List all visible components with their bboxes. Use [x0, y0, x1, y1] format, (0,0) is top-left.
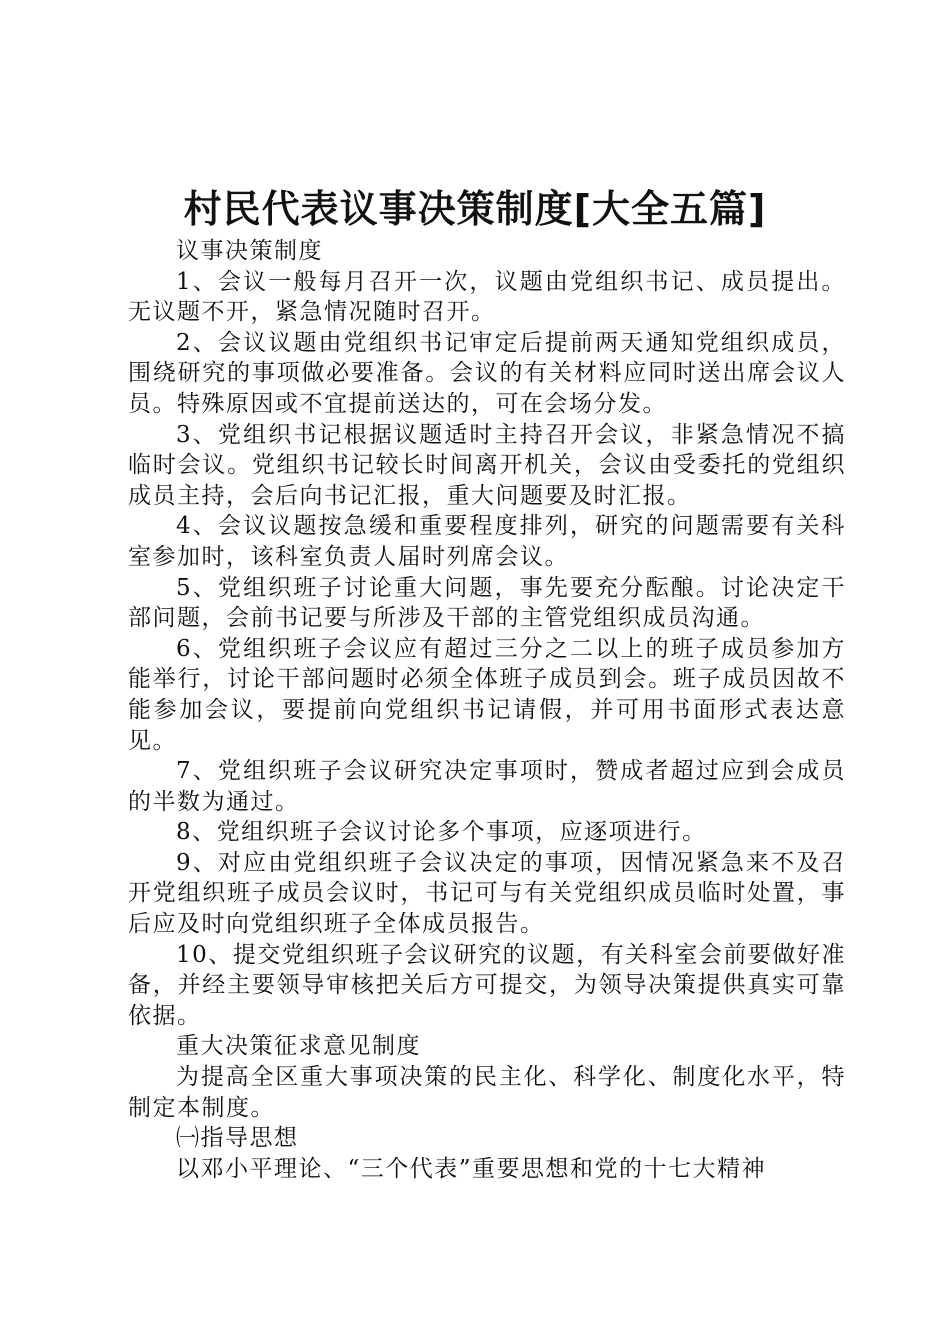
rule-paragraph-10: 10、提交党组织班子会议研究的议题，有关科室会前要做好准备，并经主要领导审核把关后方可提交，为领导决策提供真实可靠依据。 [128, 941, 846, 1029]
rule-paragraph-5: 5、党组织班子讨论重大问题，事先要充分酝酿。讨论决定干部问题，会前书记要与所涉及干部的主管党组织成员沟通。 [128, 574, 846, 632]
rule-paragraph-6: 6、党组织班子会议应有超过三分之二以上的班子成员参加方能举行，讨论干部问题时必须全体班子成员到会。班子成员因故不能参加会议，要提前向党组织书记请假，并可用书面形式表达意见。 [128, 635, 846, 754]
consultation-intro-paragraph: 为提高全区重大事项决策的民主化、科学化、制度化水平，特制定本制度。 [128, 1064, 846, 1121]
rule-paragraph-1: 1、会议一般每月召开一次，议题由党组织书记、成员提出。无议题不开，紧急情况随时召开。 [128, 268, 846, 326]
section-heading-consultation: 重大决策征求意见制度 [176, 1033, 421, 1060]
document-body [128, 236, 846, 1184]
document-title: 村民代表议事决策制度[大全五篇] [183, 187, 767, 231]
guiding-ideology-paragraph: 以邓小平理论、“三个代表”重要思想和党的十七大精神 [176, 1155, 767, 1182]
section-heading-decision-rules: 议事决策制度 [176, 238, 323, 264]
rule-paragraph-8: 8、党组织班子会议讨论多个事项，应逐项进行。 [176, 819, 707, 846]
rule-paragraph-7: 7、党组织班子会议研究决定事项时，赞成者超过应到会成员的半数为通过。 [128, 758, 846, 815]
rule-paragraph-2: 2、会议议题由党组织书记审定后提前两天通知党组织成员，围绕研究的事项做必要准备。会议的有关材料应同时送出席会议人员。特殊原因或不宜提前送达的，可在会场分发。 [128, 329, 846, 417]
rule-paragraph-9: 9、对应由党组织班子会议决定的事项，因情况紧急来不及召开党组织班子成员会议时，书记可与有关党组织成员临时处置，事后应及时向党组织班子全体成员报告。 [128, 849, 846, 938]
rule-paragraph-3: 3、党组织书记根据议题适时主持召开会议，非紧急情况不搞临时会议。党组织书记较长时间离开机关，会议由受委托的党组织成员主持，会后向书记汇报，重大问题要及时汇报。 [128, 421, 846, 509]
subheading-guiding-ideology: ㈠指导思想 [176, 1125, 299, 1152]
rule-paragraph-4: 4、会议议题按急缓和重要程度排列，研究的问题需要有关科室参加时，该科室负责人届时列席会议。 [128, 513, 846, 570]
